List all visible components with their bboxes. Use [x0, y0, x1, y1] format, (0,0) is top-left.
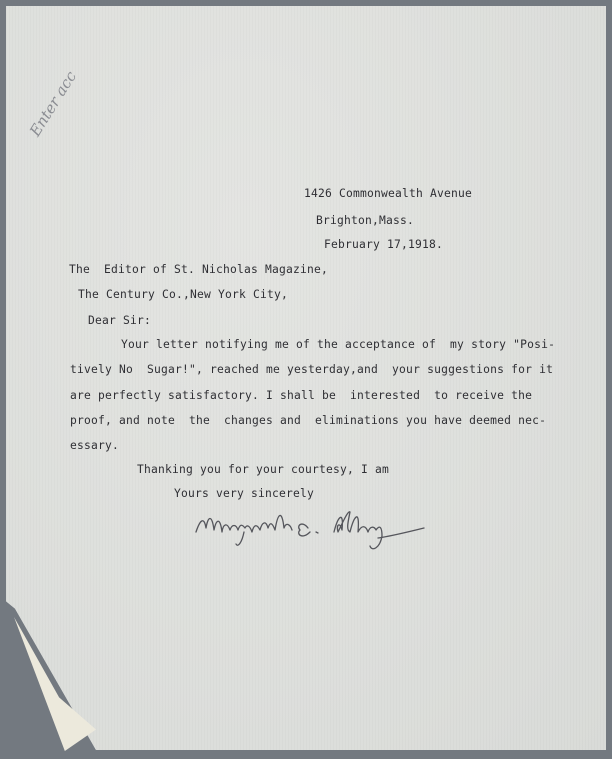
body-line-2: tively No Sugar!", reached me yesterday,and your suggestions for it [70, 363, 554, 376]
letter-date: February 17,1918. [324, 238, 444, 251]
handwritten-signature [192, 502, 452, 556]
body-line-1: Your letter notifying me of the acceptance of my story "Posi- [121, 338, 556, 351]
closing-line-1: Thanking you for your courtesy, I am [137, 463, 390, 476]
salutation: Dear Sir: [88, 314, 152, 327]
letter-page [6, 6, 606, 750]
sender-city: Brighton,Mass. [316, 214, 415, 227]
body-line-4: proof, and note the changes and eliminations you have deemed nec- [70, 414, 547, 427]
recipient-line-2: The Century Co.,New York City, [78, 288, 289, 301]
closing-line-2: Yours very sincerely [174, 487, 315, 500]
body-line-5: essary. [70, 439, 120, 452]
sender-street: 1426 Commonwealth Avenue [304, 187, 473, 200]
body-line-3: are perfectly satisfactory. I shall be interested to receive the [70, 389, 533, 402]
recipient-line-1: The Editor of St. Nicholas Magazine, [69, 263, 329, 276]
pencil-annotation: Enter acc [26, 67, 81, 140]
